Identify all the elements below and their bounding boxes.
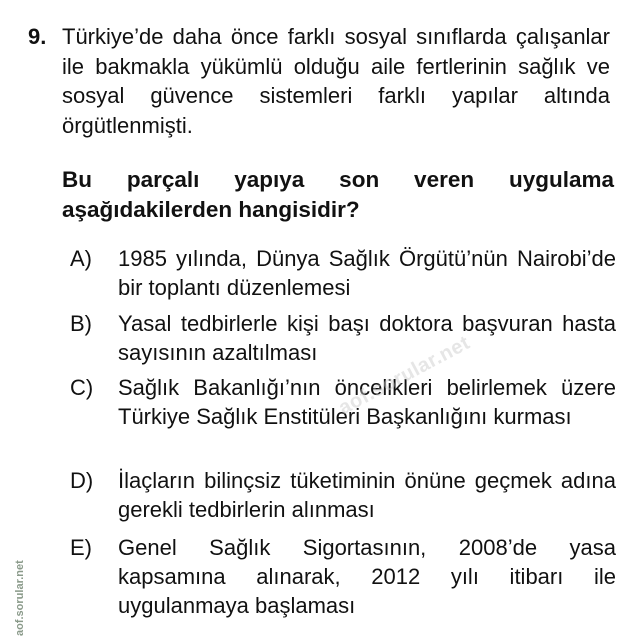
option-text: Genel Sağlık Sigortasının, 2008’de yasa kapsamına alınarak, 2012 yılı itibarı ile uygulanmaya başlaması xyxy=(118,535,616,618)
option-letter: A) xyxy=(70,246,92,271)
option-text: İlaçların bilinçsiz tüketiminin önüne geçmek adına gerekli tedbirlerin alınması xyxy=(118,468,616,522)
watermark-diagonal: aof.sorular.net xyxy=(335,331,474,420)
option-letter: D) xyxy=(70,468,94,493)
option-text: Yasal tedbirlerle kişi başı doktora başvuran hasta sayısının azaltılması xyxy=(118,311,616,365)
option-text: 1985 yılında, Dünya Sağlık Örgütü’nün Nairobi’de bir toplantı düzenlemesi xyxy=(118,246,616,300)
option-letter: C) xyxy=(70,375,94,400)
question-number: 9. xyxy=(28,24,47,49)
option-letter: B) xyxy=(70,311,92,336)
question-stem: Türkiye’de daha önce farklı sosyal sınıflarda çalışanlar ile bakmakla yükümlü olduğu aile fertlerinin sağlık ve sosyal güvence sistemleri farklı yapılar altında örgütlenmişti. xyxy=(62,24,610,138)
option-letter: E) xyxy=(70,535,92,560)
question-prompt: Bu parçalı yapıya son veren uygulama aşağıdakilerden hangisidir? xyxy=(62,167,614,222)
option-text: Sağlık Bakanlığı’nın öncelikleri belirlemek üzere Türkiye Sağlık Enstitüleri Başkanlığını kurması xyxy=(118,375,616,429)
watermark-side: aof.sorular.net xyxy=(14,560,26,636)
